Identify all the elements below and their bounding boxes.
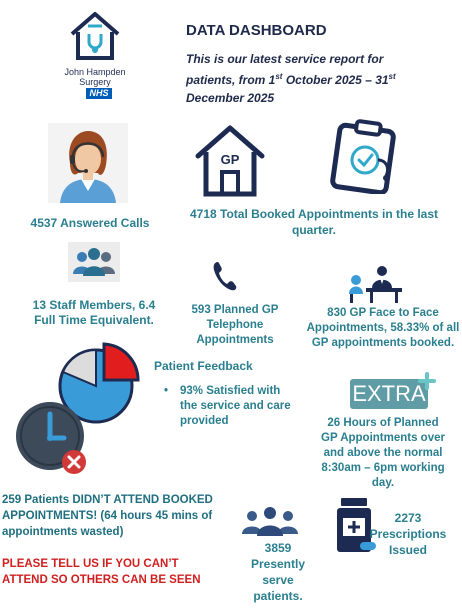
extra-hours-stat: 26 Hours of Planned GP Appointments over and above the normal 8:30am – 6pm working day. xyxy=(321,417,445,489)
patients-group-icon xyxy=(240,504,300,538)
patients-image xyxy=(240,504,300,538)
staff-group-icon xyxy=(68,242,120,282)
call-agent-image xyxy=(48,123,128,203)
extra-badge xyxy=(346,372,438,412)
phone-icon xyxy=(212,260,238,292)
clock-wasted-icon xyxy=(16,400,90,476)
nhs-badge: NHS xyxy=(86,88,112,99)
staff-image xyxy=(68,242,120,282)
staff-stat: 13 Staff Members, 6.4 Full Time Equivalent. xyxy=(32,298,156,327)
patients-stat: 3859 Presently serve patients. xyxy=(250,541,306,603)
logo-line1: John Hampden xyxy=(64,67,126,77)
extra-badge-label: EXTRA xyxy=(352,381,426,406)
plus-icon xyxy=(418,372,436,390)
bullet-dot: • xyxy=(164,385,169,397)
gp-house-label: GP xyxy=(220,152,240,167)
page-title: DATA DASHBOARD xyxy=(186,22,327,39)
doctor-consultation-icon xyxy=(346,264,406,304)
house-logo-icon xyxy=(60,10,130,62)
telephone-appointments-stat: 593 Planned GP Telephone Appointments xyxy=(191,304,279,346)
dna-stat: 259 Patients DIDN’T ATTEND BOOKED APPOINTMENTS! (64 hours 45 mins of appointments wasted) xyxy=(2,494,213,538)
intro-text: This is our latest service report for patients, from 1st October 2025 – 31st December 2025 xyxy=(186,52,396,105)
face-to-face-stat: 830 GP Face to Face Appointments, 58.33% of all GP appointments booked. xyxy=(306,307,460,349)
clipboard-stethoscope-icon xyxy=(330,118,404,194)
patient-feedback-title: Patient Feedback xyxy=(154,359,253,373)
booked-appointments-stat: 4718 Total Booked Appointments in the last quarter. xyxy=(189,207,439,237)
surgery-logo xyxy=(60,10,130,98)
dna-plea: PLEASE TELL US IF YOU CAN’T ATTEND SO OTHERS CAN BE SEEN xyxy=(2,558,201,586)
phone-image xyxy=(212,260,238,292)
feedback-bullet: • 93% Satisfied with the service and care provided xyxy=(164,385,291,427)
prescriptions-stat: 2273 Prescriptions Issued xyxy=(369,511,447,557)
headset-agent-icon xyxy=(48,123,128,203)
answered-calls-stat: 4537 Answered Calls xyxy=(30,216,150,230)
gp-house xyxy=(192,122,268,198)
consultation-image xyxy=(346,264,406,304)
clipboard-image xyxy=(330,118,404,194)
logo-line2: Surgery xyxy=(79,77,111,87)
clock-image xyxy=(16,400,90,476)
